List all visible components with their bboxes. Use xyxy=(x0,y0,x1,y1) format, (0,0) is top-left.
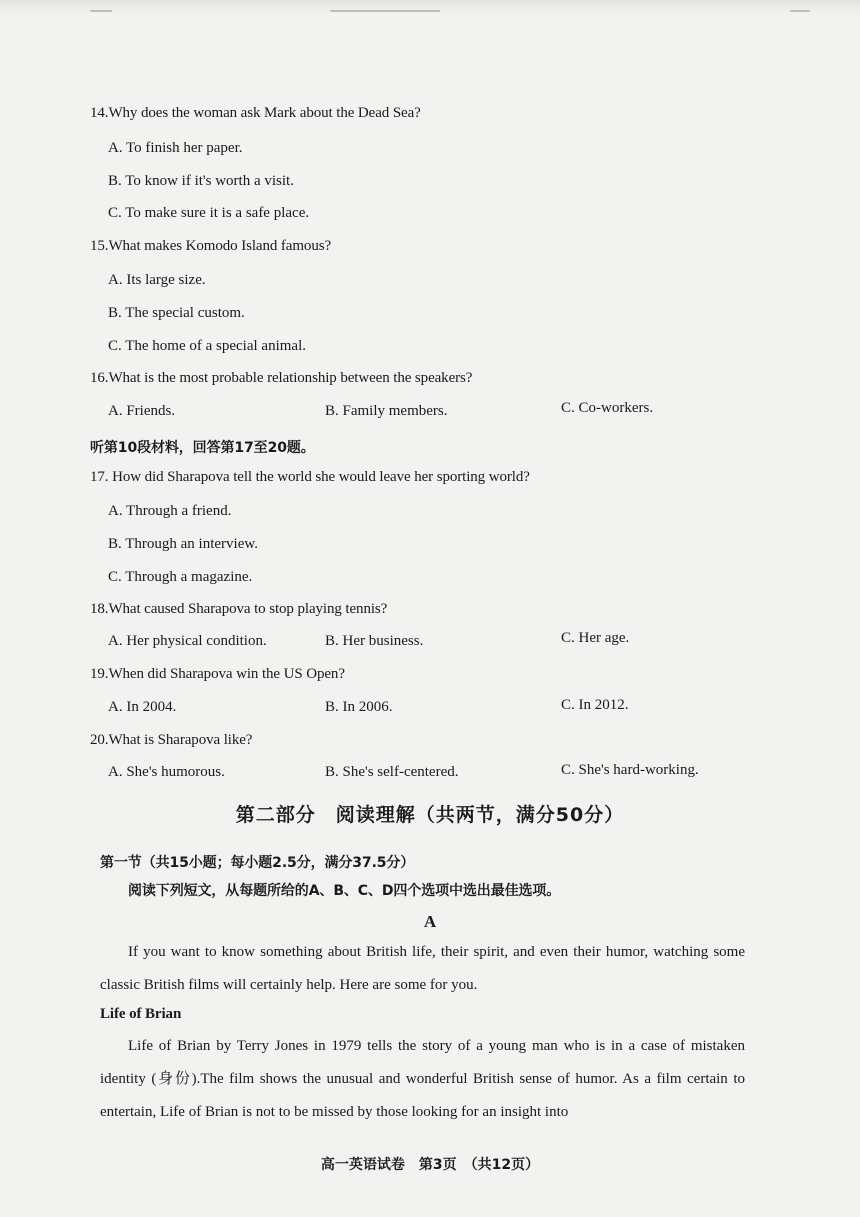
question-15-option-a: A. Its large size. xyxy=(108,272,206,288)
question-17-option-c: C. Through a magazine. xyxy=(108,569,253,585)
question-14-option-a: A. To finish her paper. xyxy=(108,140,243,156)
question-19-option-c: C. In 2012. xyxy=(561,697,629,713)
question-18-option-a: A. Her physical condition. xyxy=(108,633,267,649)
question-16-option-b: B. Family members. xyxy=(325,403,448,419)
scan-speck xyxy=(90,10,112,12)
question-17: 17. How did Sharapova tell the world she would leave her sporting world? xyxy=(90,469,530,485)
reading-instruction: 阅读下列短文，从每题所给的A、B、C、D四个选项中选出最佳选项。 xyxy=(128,883,561,899)
question-14-option-c: C. To make sure it is a safe place. xyxy=(108,205,310,221)
part-two-heading: 第二部分 阅读理解（共两节，满分50分） xyxy=(235,804,625,826)
question-20-option-b: B. She's self-centered. xyxy=(325,764,459,780)
question-20-option-a: A. She's humorous. xyxy=(108,764,225,780)
film-description-text: Life of Brian by Terry Jones in 1979 tells the story of a young man who is in a case of mistaken identity (身份).The film shows the unusual and wonderful British sense of humor. As a film certain to entertain, Life of Brian is not to be missed by those looking for an insight into xyxy=(100,1038,745,1120)
question-20-option-c: C. She's hard-working. xyxy=(561,762,699,778)
question-15-option-b: B. The special custom. xyxy=(108,305,245,321)
question-14-option-b: B. To know if it's worth a visit. xyxy=(108,173,294,189)
question-15-option-c: C. The home of a special animal. xyxy=(108,338,306,354)
question-16-option-a: A. Friends. xyxy=(108,403,176,419)
question-19-option-a: A. In 2004. xyxy=(108,699,177,715)
film-title-life-of-brian: Life of Brian xyxy=(100,1006,182,1022)
question-15: 15.What makes Komodo Island famous? xyxy=(90,238,332,254)
section-one-heading: 第一节（共15小题；每小题2.5分，满分37.5分） xyxy=(100,855,415,871)
passage-intro-text: If you want to know something about British life, their spirit, and even their humor, watching some classic British films will certainly help. Here are some for you. xyxy=(100,944,745,993)
question-19-option-b: B. In 2006. xyxy=(325,699,393,715)
question-18-option-b: B. Her business. xyxy=(325,633,424,649)
scan-speck xyxy=(790,10,810,12)
film-description xyxy=(100,1030,745,1129)
question-17-option-a: A. Through a friend. xyxy=(108,503,232,519)
question-18-option-c: C. Her age. xyxy=(561,630,630,646)
question-14: 14.Why does the woman ask Mark about the Dead Sea? xyxy=(90,105,421,121)
question-17-option-b: B. Through an interview. xyxy=(108,536,258,552)
passage-intro xyxy=(100,936,745,1002)
scan-speck xyxy=(330,10,440,12)
question-16-option-c: C. Co-workers. xyxy=(561,400,654,416)
page-footer: 高一英语试卷 第3页 （共12页） xyxy=(320,1157,540,1173)
listening-instruction: 听第10段材料，回答第17至20题。 xyxy=(90,440,315,456)
question-16: 16.What is the most probable relationship between the speakers? xyxy=(90,370,473,386)
question-18: 18.What caused Sharapova to stop playing tennis? xyxy=(90,601,388,617)
question-20: 20.What is Sharapova like? xyxy=(90,732,253,748)
passage-label: A xyxy=(423,912,437,931)
question-19: 19.When did Sharapova win the US Open? xyxy=(90,666,345,682)
